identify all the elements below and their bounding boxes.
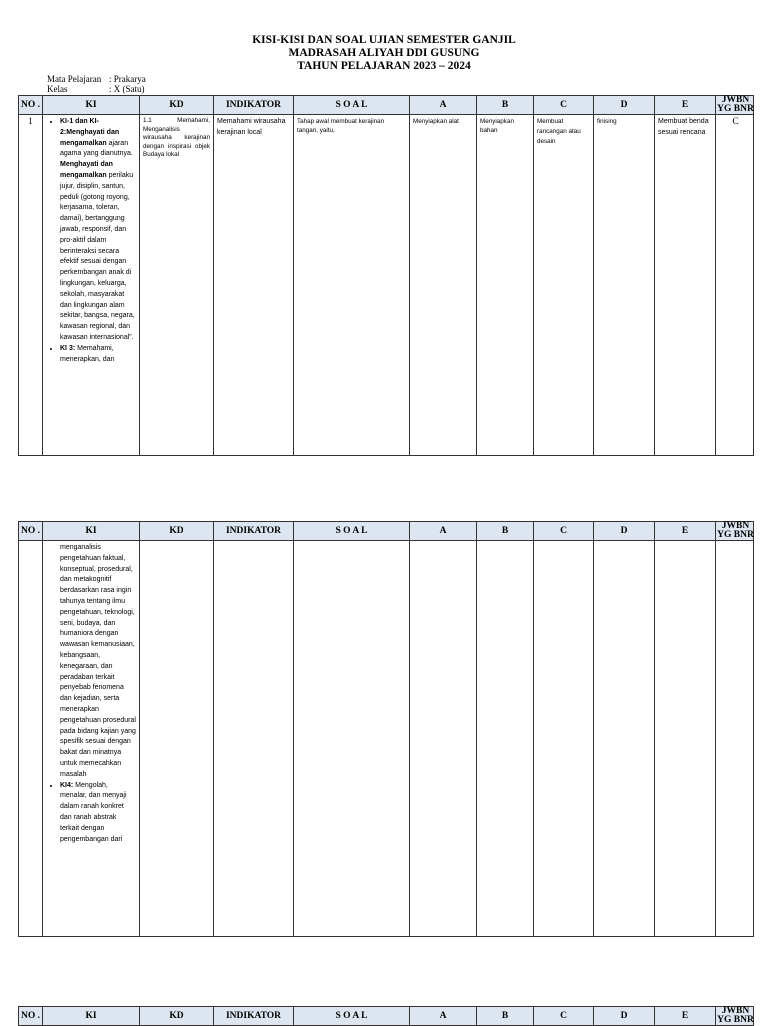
table-row xyxy=(18,541,754,937)
ki-item-1-text-2: perilaku jujur, disiplin, santun, peduli (gotong royong, kerjasama, toleran, damai), bertanggung jawab, responsif, dan pro-aktif dalam berinteraksi secara efektif sesuai dengan perkembangan anak di lingkungan, keluarga, sekolah, masyarakat dan lingkungan alam sekitar, bangsa, negara, kawasan regional, dan kawasan internasional”. xyxy=(60,171,135,341)
table-section-1 xyxy=(18,95,754,456)
table-section-3 xyxy=(18,1006,754,1026)
header-ki: KI xyxy=(43,1007,140,1025)
header-a: A xyxy=(410,96,477,114)
header-c: C xyxy=(534,522,594,540)
table-header xyxy=(18,95,754,115)
cell-soal xyxy=(294,541,410,936)
cell-option-c: Membuat rancangan atau desain xyxy=(534,115,594,455)
header-c: C xyxy=(534,96,594,114)
ki-item-3-text: Mengolah, menalar, dan menyaji dalam ranah konkret dan ranah abstrak terkait dengan pengembangan dari xyxy=(60,781,127,843)
cell-answer: C xyxy=(732,117,739,127)
header-soal: S O A L xyxy=(294,96,410,114)
ki-item-2-heading: KI 3: xyxy=(60,344,76,352)
cell-option-c xyxy=(534,541,594,936)
meta-class-label: Kelas xyxy=(47,84,68,94)
cell-option-d xyxy=(594,541,655,936)
doc-title-line-1: KISI-KISI DAN SOAL UJIAN SEMESTER GANJIL xyxy=(252,34,516,46)
header-b: B xyxy=(477,96,534,114)
header-d: D xyxy=(594,1007,655,1025)
cell-option-b: Menyiapkan bahan xyxy=(477,115,534,455)
header-indikator: INDIKATOR xyxy=(214,96,294,114)
meta-subject xyxy=(47,74,146,84)
cell-indikator: Memahami wirausaha kerajinan local xyxy=(214,115,294,455)
ki-item-2 xyxy=(60,344,136,366)
header-d: D xyxy=(594,96,655,114)
cell-ki xyxy=(43,115,140,455)
cell-option-a xyxy=(410,541,477,936)
ki-item-1-heading: KI-1 dan KI-2:Menghayati dan mengamalkan xyxy=(60,118,120,147)
cell-option-d: finising xyxy=(594,115,655,455)
header-a: A xyxy=(410,522,477,540)
ki-continuation: menganalisis pengetahuan faktual, konseptual, prosedural, dan metakognitif berdasarkan rasa ingin tahunya tentang ilmu pengetahuan, teknologi, seni, budaya, dan humaniora dengan wawasan kemanusiaan, kebangsaan, kenegaraan, dan peradaban terkait penyebab fenomena dan kejadian, serta menerapkan pengetahuan prosedural pada bidang kajian yang spesifik sesuai dengan bakat dan minatnya untuk memecahkan masalah xyxy=(60,544,136,778)
cell-kd: 1.1 Memahami, Menganalisis wirausaha kerajinan dengan inspirasi objek Budaya lokal xyxy=(140,115,214,455)
header-no: NO . xyxy=(19,1007,43,1025)
header-b: B xyxy=(477,522,534,540)
ki-item-3-heading: KI4: xyxy=(60,781,74,789)
header-e: E xyxy=(655,96,716,114)
meta-class xyxy=(47,84,145,94)
cell-option-e: Membuat benda sesuai rencana xyxy=(655,115,716,455)
header-soal: S O A L xyxy=(294,1007,410,1025)
row-number: 1 xyxy=(19,115,43,455)
header-kd: KD xyxy=(140,1007,214,1025)
cell-kd xyxy=(140,541,214,936)
ki-item-1-heading-2: Menghayati dan mengamalkan xyxy=(60,161,113,179)
header-a: A xyxy=(410,1007,477,1025)
header-jwbn: JWBN YG BNR xyxy=(717,521,754,540)
meta-subject-label: Mata Pelajaran xyxy=(47,74,102,84)
cell-answer xyxy=(716,541,755,936)
header-jwbn: JWBN YG BNR xyxy=(717,1006,754,1025)
doc-title-line-2: MADRASAH ALIYAH DDI GUSUNG xyxy=(288,47,480,59)
header-soal: S O A L xyxy=(294,522,410,540)
meta-class-value: : X (Satu) xyxy=(109,84,145,94)
meta-subject-value: : Prakarya xyxy=(109,74,146,84)
table-section-2 xyxy=(18,521,754,937)
header-no: NO . xyxy=(19,522,43,540)
ki-item-1-text: ajaran agama yang dianutnya. xyxy=(60,139,133,158)
row-number xyxy=(19,541,43,936)
header-kd: KD xyxy=(140,96,214,114)
cell-option-b xyxy=(477,541,534,936)
header-no: NO . xyxy=(19,96,43,114)
header-indikator: INDIKATOR xyxy=(214,522,294,540)
doc-title-line-3: TAHUN PELAJARAN 2023 – 2024 xyxy=(297,60,471,72)
header-indikator: INDIKATOR xyxy=(214,1007,294,1025)
header-d: D xyxy=(594,522,655,540)
ki-item-3 xyxy=(60,781,136,846)
cell-soal: Tahap awal membuat kerajinan tangan, yaitu, xyxy=(294,115,410,455)
cell-option-a: Menyiapkan alat xyxy=(410,115,477,455)
header-e: E xyxy=(655,522,716,540)
ki-item-1 xyxy=(60,117,136,344)
cell-ki xyxy=(43,541,140,936)
table-row xyxy=(18,115,754,456)
header-ki: KI xyxy=(43,96,140,114)
header-c: C xyxy=(534,1007,594,1025)
header-kd: KD xyxy=(140,522,214,540)
header-b: B xyxy=(477,1007,534,1025)
header-e: E xyxy=(655,1007,716,1025)
header-ki: KI xyxy=(43,522,140,540)
ki-item-2-text: Memahami, menerapkan, dan xyxy=(60,344,115,363)
table-header xyxy=(18,521,754,541)
cell-option-e xyxy=(655,541,716,936)
header-jwbn: JWBN YG BNR xyxy=(717,95,754,114)
cell-indikator xyxy=(214,541,294,936)
table-header xyxy=(18,1006,754,1026)
